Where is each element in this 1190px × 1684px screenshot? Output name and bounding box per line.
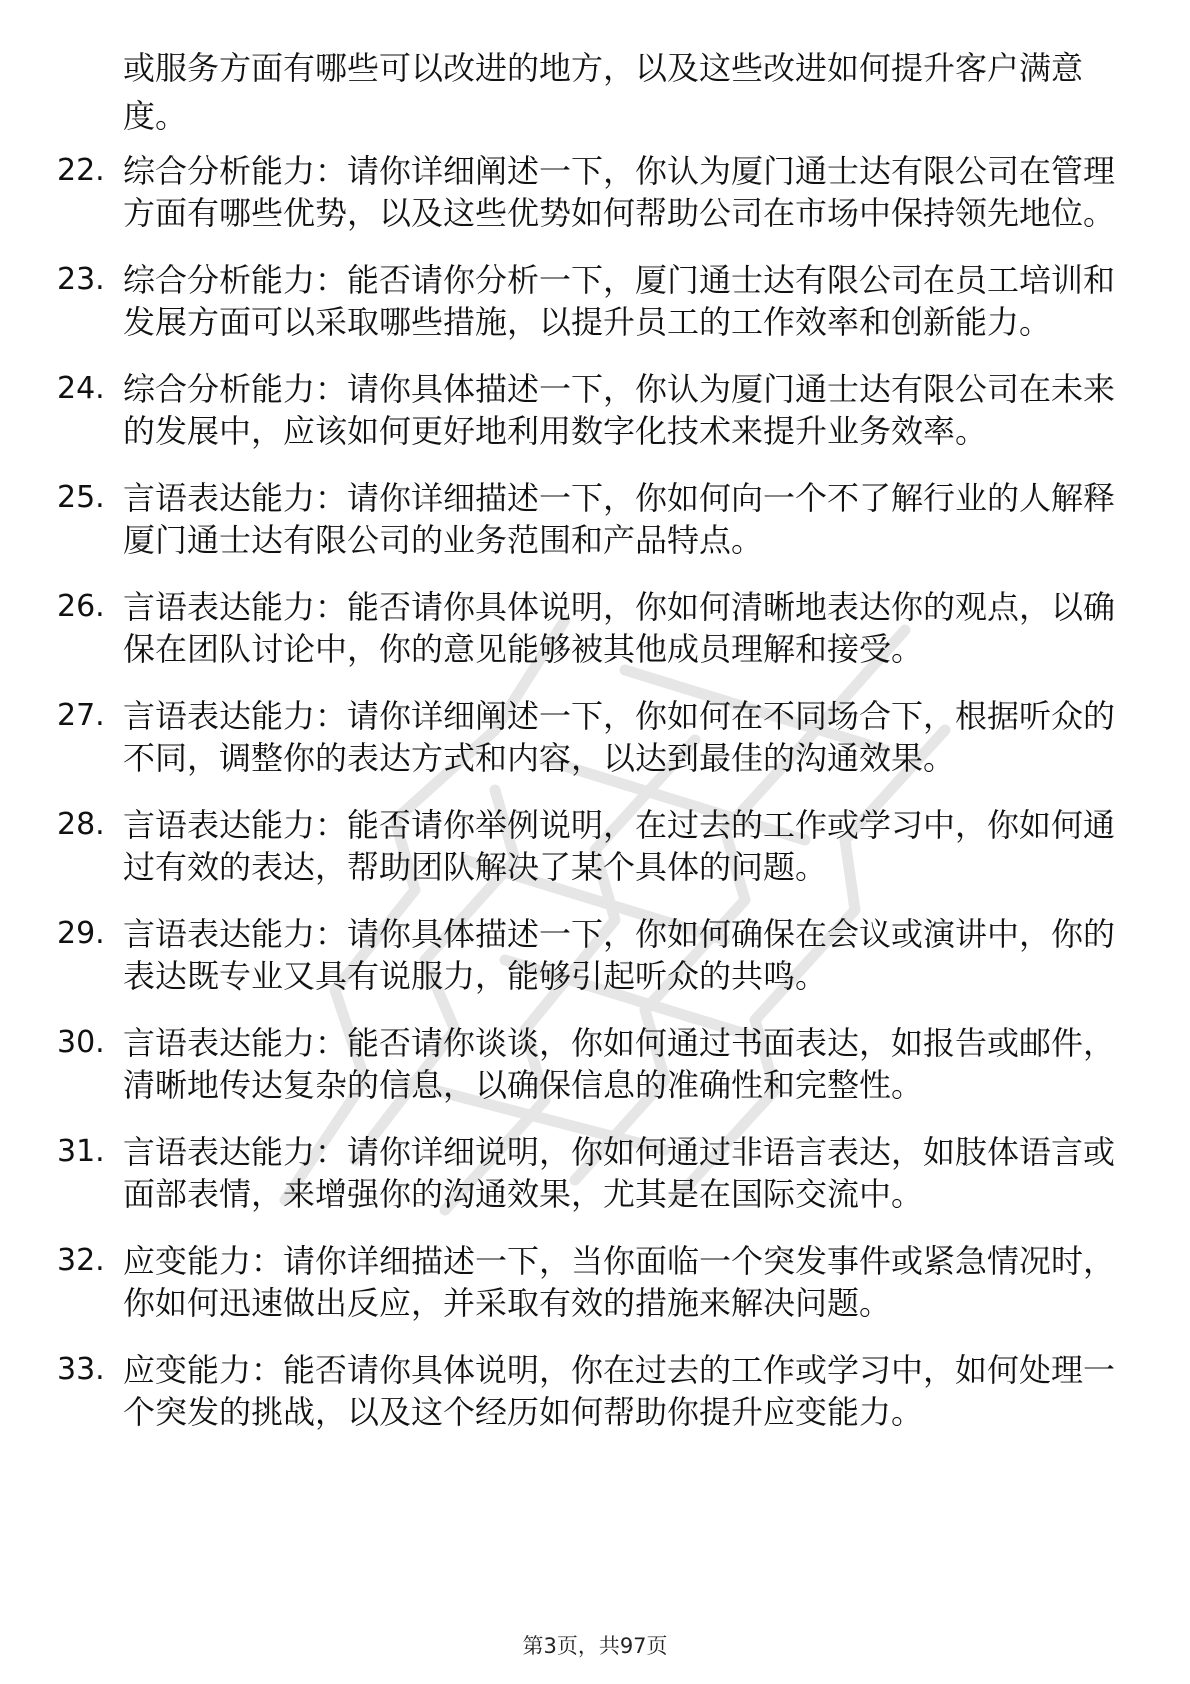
list-item (57, 695, 1117, 779)
question-text: 应变能力：请你详细描述一下，当你面临一个突发事件或紧急情况时，你如何迅速做出反应，并采取有效的措施来解决问题。 (123, 1242, 1116, 1322)
question-text: 应变能力：能否请你具体说明，你在过去的工作或学习中，如何处理一个突发的挑战，以及这个经历如何帮助你提升应变能力。 (123, 1351, 1116, 1431)
question-number: 24. (57, 371, 105, 406)
question-text: 言语表达能力：请你详细描述一下，你如何向一个不了解行业的人解释厦门通士达有限公司的业务范围和产品特点。 (123, 479, 1116, 559)
list-item (57, 1240, 1117, 1324)
list-item (57, 586, 1117, 670)
list-item (57, 1131, 1117, 1215)
page-number-footer: 第3页，共97页 (522, 1634, 668, 1658)
question-text: 言语表达能力：请你详细阐述一下，你如何在不同场合下，根据听众的不同，调整你的表达方式和内容，以达到最佳的沟通效果。 (123, 697, 1116, 777)
question-number: 25. (57, 480, 105, 515)
list-item (57, 1022, 1117, 1106)
list-item (57, 1349, 1117, 1433)
list-item (57, 150, 1117, 234)
continuation-paragraph: 或服务方面有哪些可以改进的地方，以及这些改进如何提升客户满意度。 (123, 49, 1084, 135)
question-number: 32. (57, 1243, 105, 1278)
question-text: 言语表达能力：能否请你具体说明，你如何清晰地表达你的观点，以确保在团队讨论中，你的意见能够被其他成员理解和接受。 (123, 588, 1116, 668)
list-item (57, 368, 1117, 452)
question-number: 30. (57, 1025, 105, 1060)
question-number: 31. (57, 1134, 105, 1169)
question-number: 29. (57, 916, 105, 951)
question-number: 23. (57, 262, 105, 297)
question-text: 言语表达能力：请你详细说明，你如何通过非语言表达，如肢体语言或面部表情，来增强你的沟通效果，尤其是在国际交流中。 (123, 1133, 1116, 1213)
list-item (57, 477, 1117, 561)
question-number: 22. (57, 153, 105, 188)
list-item (57, 259, 1117, 343)
question-text: 言语表达能力：请你具体描述一下，你如何确保在会议或演讲中，你的表达既专业又具有说服力，能够引起听众的共鸣。 (123, 915, 1116, 995)
list-item (57, 804, 1117, 888)
question-text: 言语表达能力：能否请你举例说明，在过去的工作或学习中，你如何通过有效的表达，帮助团队解决了某个具体的问题。 (123, 806, 1116, 886)
question-number: 28. (57, 807, 105, 842)
list-item (57, 913, 1117, 997)
question-text: 综合分析能力：请你具体描述一下，你认为厦门通士达有限公司在未来的发展中，应该如何更好地利用数字化技术来提升业务效率。 (123, 370, 1116, 450)
interview-question-list (57, 150, 1117, 1458)
question-number: 33. (57, 1352, 105, 1387)
question-text: 综合分析能力：请你详细阐述一下，你认为厦门通士达有限公司在管理方面有哪些优势，以及这些优势如何帮助公司在市场中保持领先地位。 (123, 152, 1116, 232)
question-text: 综合分析能力：能否请你分析一下，厦门通士达有限公司在员工培训和发展方面可以采取哪些措施，以提升员工的工作效率和创新能力。 (123, 261, 1116, 341)
question-number: 27. (57, 698, 105, 733)
question-text: 言语表达能力：能否请你谈谈，你如何通过书面表达，如报告或邮件，清晰地传达复杂的信息，以确保信息的准确性和完整性。 (123, 1024, 1116, 1104)
question-number: 26. (57, 589, 105, 624)
